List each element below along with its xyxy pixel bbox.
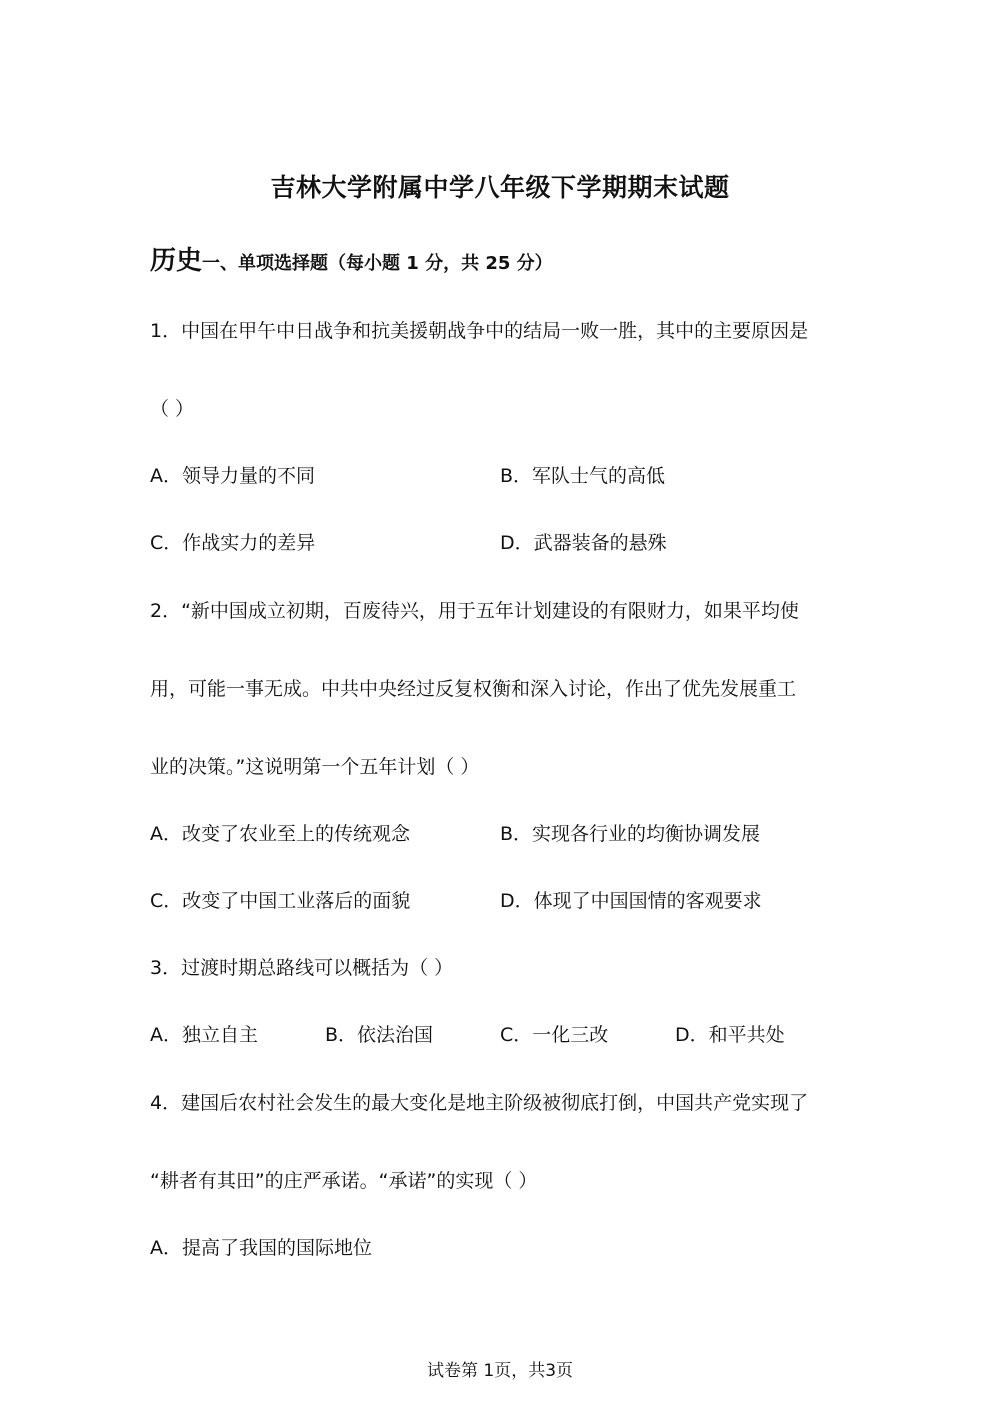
- subject-label: 历史: [150, 246, 203, 276]
- question-3-option-c: C．一化三改: [500, 1024, 609, 1046]
- question-2-stem-line-3: 业的决策。”这说明第一个五年计划（ ）: [150, 756, 480, 778]
- question-2-stem-line-1: 2．“新中国成立初期，百废待兴，用于五年计划建设的有限财力，如果平均使: [150, 600, 799, 622]
- question-2-option-b: B．实现各行业的均衡协调发展: [500, 823, 761, 845]
- page-number-footer: 试卷第 1页，共3页: [426, 1361, 574, 1381]
- question-3-option-a: A．独立自主: [150, 1024, 258, 1046]
- question-2-option-c: C．改变了中国工业落后的面貌: [150, 890, 411, 912]
- question-1-option-d: D．武器装备的悬殊: [500, 532, 667, 554]
- question-3-option-d: D．和平共处: [675, 1024, 785, 1046]
- question-2-option-d: D．体现了中国国情的客观要求: [500, 890, 762, 912]
- question-2-option-a: A．改变了农业至上的传统观念: [150, 823, 410, 845]
- exam-title: 吉林大学附属中学八年级下学期期末试题: [270, 173, 730, 202]
- question-1-stem-line-1: 1．中国在甲午中日战争和抗美援朝战争中的结局一败一胜，其中的主要原因是: [150, 320, 809, 342]
- question-4-option-a: A．提高了我国的国际地位: [150, 1237, 372, 1259]
- section-heading-text: 一、单项选择题（每小题 1 分，共 25 分）: [202, 253, 553, 274]
- question-2-stem-line-2: 用，可能一事无成。中共中央经过反复权衡和深入讨论，作出了优先发展重工: [150, 678, 797, 700]
- question-4-stem-line-2: “耕者有其田”的庄严承诺。“承诺”的实现（ ）: [150, 1170, 538, 1192]
- question-1-option-c: C．作战实力的差异: [150, 532, 316, 554]
- question-4-stem-line-1: 4．建国后农村社会发生的最大变化是地主阶级被彻底打倒，中国共产党实现了: [150, 1092, 809, 1114]
- question-1-stem-line-2: （ ）: [150, 398, 195, 420]
- question-1-option-a: A．领导力量的不同: [150, 465, 315, 487]
- question-3-stem-line-1: 3．过渡时期总路线可以概括为（ ）: [150, 957, 454, 979]
- question-3-option-b: B．依法治国: [325, 1024, 434, 1046]
- question-1-option-b: B．军队士气的高低: [500, 465, 666, 487]
- section-heading: [150, 240, 553, 277]
